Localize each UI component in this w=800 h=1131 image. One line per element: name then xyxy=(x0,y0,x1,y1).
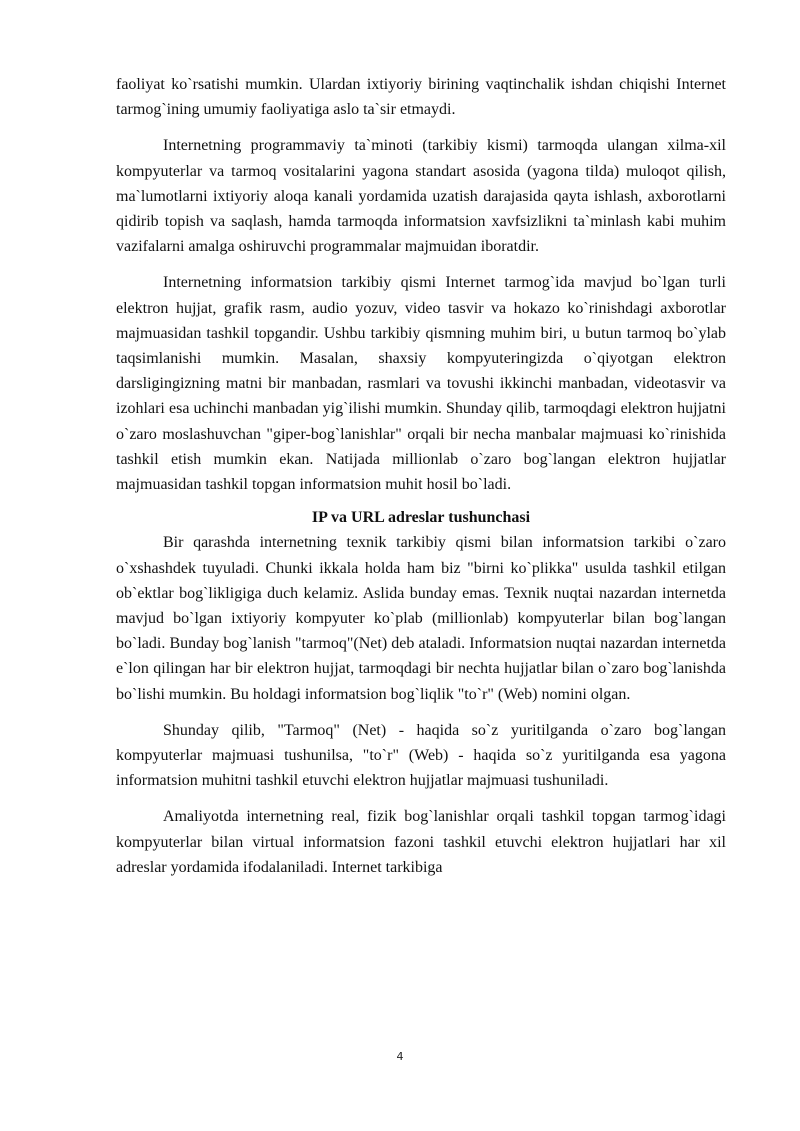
section-heading: IP va URL adreslar tushunchasi xyxy=(311,509,531,527)
paragraph-software: Internetning programmaviy ta`minoti (tarkibiy kismi) tarmoqda ulangan xilma-xil kompyuterlar va tarmoq vositalarini yagona standart asosida (yagona tilda) muloqot qilish, ma`lumotlarni ixtiyoriy aloqa kanali yordamida uzatish darajasida qayta ishlash, axborotlarni qidirib topish va saqlash, hamda tarmoqda informatsion xavfsizlikni ta`minlash kabi muhim vazifalarni amalga oshiruvchi programmalar majmuidan iboratdir. xyxy=(116,137,726,256)
paragraph-addresses: Amaliyotda internetning real, fizik bog`lanishlar orqali tashkil topgan tarmog`idagi kompyuterlar bilan virtual informatsion fazoni tashkil etuvchi elektron hujjatlari har xil adreslar yordamida ifodalaniladi. Internet tarkibiga xyxy=(116,808,726,876)
paragraph-net-web: Bir qarashda internetning texnik tarkibiy qismi bilan informatsion tarkibi o`zaro o`xshashdek tuyuladi. Chunki ikkala holda ham biz "birni ko`plikka" usulda tashkil etilgan ob`ektlar bog`likligiga duch kelamiz. Aslida bunday emas. Texnik nuqtai nazardan internetda mavjud bo`lgan ixtiyoriy kompyuter ko`plab (millionlab) kompyuterlar bilan bog`langan bo`ladi. Bunday bog`lanish "tarmoq"(Net) deb ataladi. Informatsion nuqtai nazardan internetda e`lon qilingan har bir elektron hujjat, tarmoqdagi bir nechta hujjatlar bilan o`zaro bog`lanishda bo`lishi mumkin. Bu holdagi informatsion bog`liqlik "to`r" (Web) nomini olgan. xyxy=(116,534,726,703)
page-number: 4 xyxy=(396,1050,404,1063)
paragraph-information: Internetning informatsion tarkibiy qismi Internet tarmog`ida mavjud bo`lgan turli elektron hujjat, grafik rasm, audio yozuv, video tasvir va hokazo ko`rinishdagi axborotlar majmuasidan tashkil topgandir. Ushbu tarkibiy qismning muhim biri, u butun tarmoq bo`ylab taqsimlanishi mumkin. Masalan, shaxsiy kompyuteringizda o`qiyotgan elektron darsligingizning matni bir manbadan, rasmlari va tovushi ikkinchi manbadan, videotasvir va izohlari esa uchinchi manbadan yig`ilishi mumkin. Shunday qilib, tarmoqdagi elektron hujjatni o`zaro moslashuvchan "giper-bog`lanishlar" orqali bir necha manbalar majmuasi ko`rinishida tashkil etish mumkin ekan. Natijada millionlab o`zaro bog`langan elektron hujjatlar majmuasidan tashkil topgan informatsion muhit hosil bo`ladi. xyxy=(116,274,726,494)
document-page xyxy=(116,72,726,880)
paragraph-summary: Shunday qilib, "Tarmoq" (Net) - haqida so`z yuritilganda o`zaro bog`langan kompyuterlar majmuasi tushunilsa, "to`r" (Web) - haqida so`z yuritilganda esa yagona informatsion muhitni tashkil etuvchi elektron hujjatlar majmuasi tushuniladi. xyxy=(116,721,726,790)
paragraph-continuation: faoliyat ko`rsatishi mumkin. Ulardan ixtiyoriy birining vaqtinchalik ishdan chiqishi Internet tarmog`ining umumiy faoliyatiga aslo ta`sir etmaydi. xyxy=(116,76,726,119)
